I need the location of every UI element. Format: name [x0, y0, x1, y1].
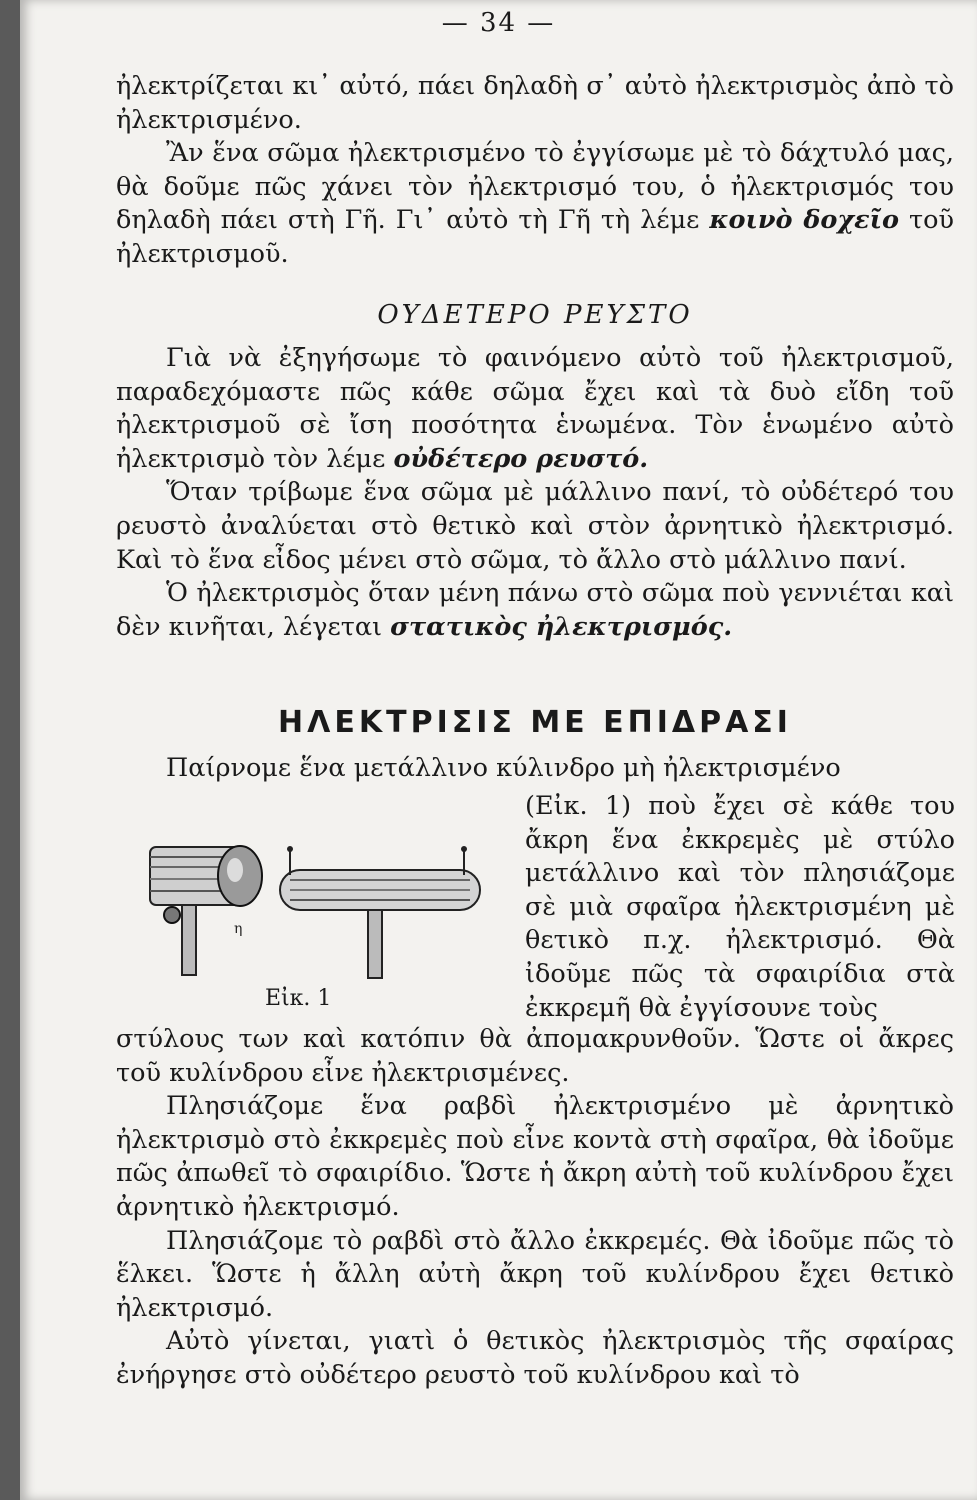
paragraph-cylinder-start: Παίρνομε ἕνα μετάλλινο κύλινδρο μὴ ἠλεκτρισμένο: [166, 753, 841, 783]
book-page: [20, 0, 977, 1500]
paragraph-explanation: Αὐτὸ γίνεται, γιατὶ ὁ θετικὸς ἠλεκτρισμὸς τῆς σφαίρας ἐνήργησε στὸ οὐδέτερο ρευστὸ τοῦ κυλίνδρου καὶ τὸ: [116, 1326, 954, 1390]
text-neutral-1: Γιὰ νὰ ἐξηγήσωμε τὸ φαινόμενο αὐτὸ τοῦ ἠλεκτρισμοῦ, παραδεχόμαστε πῶς κάθε σῶμα ἔχει καὶ τὰ δυὸ εἴδη τοῦ ἠλεκτρισμοῦ σὲ ἴση ποσότητα ἑνωμένα. Τὸν ἑνωμένο αὐτὸ ἠλεκτρισμὸ τὸν λέμε: [116, 343, 954, 474]
cylinder-illustration: [280, 846, 480, 978]
text-static-1: Ὁ ἠλεκτρισμὸς ὅταν μένη πάνω στὸ σῶμα ποὺ γεννιέται καὶ δὲν κινῆται, λέγεται: [116, 578, 954, 642]
figure-cylinder-diagram: [140, 835, 510, 985]
paragraph-rod-positive: Πλησιάζομε τὸ ραβδὶ στὸ ἄλλο ἐκκρεμές. Θὰ ἰδοῦμε πῶς τὸ ἕλκει. Ὥστε ἡ ἄλλη αὐτὴ ἄκρη τοῦ κυλίνδρου ἔχει θετικὸ ἠλεκτρισμό.: [116, 1225, 954, 1323]
figure-caption: Εἰκ. 1: [265, 986, 332, 1011]
term-static-electricity: στατικὸς ἠλεκτρισμός.: [390, 611, 733, 642]
section-heading-neutral-fluid: ΟΥΔΕΤΕΡΟ ΡΕΥΣΤΟ: [377, 300, 693, 330]
paragraph-earth: [116, 137, 954, 271]
text-earth-2: τοῦ ἠλεκτρισμοῦ.: [116, 205, 954, 269]
text-earth-1: Ἂν ἕνα σῶμα ἠλεκτρισμένο τὸ ἐγγίσωμε μὲ τὸ δάχτυλό μας, θὰ δοῦμε πῶς χάνει τὸν ἠλεκτρισμό του, ὁ ἠλεκτρισμός του δηλαδὴ πάει στὴ Γῆ. Γι᾽ αὐτὸ τὴ Γῆ τὴ λέμε: [116, 138, 954, 236]
page-number: — 34 —: [441, 8, 556, 38]
intro-text: [116, 70, 954, 272]
section-heading-induction: ΗΛΕΚΤΡΙΣΙΣ ΜΕ ΕΠΙΔΡΑΣΙ: [278, 705, 792, 740]
induction-text: [116, 1023, 954, 1393]
paragraph-rod-negative: Πλησιάζομε ἕνα ραβδὶ ἠλεκτρισμένο μὲ ἀρνητικὸ ἠλεκτρισμὸ στὸ ἐκκρεμὲς ποὺ εἶνε κοντὰ στὴ σφαῖρα, θὰ ἰδοῦμε πῶς ἀπωθεῖ τὸ σφαιρίδιο. Ὥστε ἡ ἄκρη αὐτὴ τοῦ κυλίνδρου ἔχει ἀρνητικὸ ἠλεκτρισμό.: [116, 1091, 954, 1222]
paragraph-cylinder-rest: στύλους των καὶ κατόπιν θὰ ἀπομακρυνθοῦν. Ὥστε οἱ ἄκρες τοῦ κυλίνδρου εἶνε ἠλεκτρισμένες.: [116, 1024, 954, 1088]
induction-right-column: (Εἰκ. 1) ποὺ ἔχει σὲ κάθε του ἄκρη ἕνα ἐκκρεμὲς μὲ στύλο μετάλλινο καὶ τὸν πλησιάζομε σὲ μιὰ σφαῖρα ἠλεκτρισμένη μὲ θετικὸ π.χ. ἠλεκτρισμό. Θὰ ἰδοῦμε πῶς τὰ σφαιρίδια στὰ ἐκκρεμῆ θὰ ἐγγίσουνε τοὺς: [525, 791, 955, 1023]
figure-label: η: [234, 921, 243, 937]
paragraph-charging: ἠλεκτρίζεται κι᾽ αὐτό, πάει δηλαδὴ σ᾽ αὐτὸ ἠλεκτρισμὸς ἀπὸ τὸ ἠλεκτρισμένο.: [116, 71, 954, 135]
term-neutral-fluid: οὐδέτερο ρευστό.: [393, 443, 649, 474]
paragraph-neutral: [116, 342, 954, 476]
induction-first-line: [116, 752, 954, 786]
paragraph-static: [116, 577, 954, 644]
sphere-illustration: [150, 846, 262, 975]
paragraph-rubbing: Ὅταν τρίβωμε ἕνα σῶμα μὲ μάλλινο πανί, τὸ οὐδέτερό του ρευστὸ ἀναλύεται στὸ θετικὸ καὶ στὸν ἀρνητικὸ ἠλεκτρισμό. Καὶ τὸ ἕνα εἶδος μένει στὸ σῶμα, τὸ ἄλλο στὸ μάλλινο πανί.: [116, 477, 954, 575]
term-common-reservoir: κοινὸ δοχεῖο: [709, 205, 899, 236]
neutral-fluid-text: [116, 342, 954, 644]
